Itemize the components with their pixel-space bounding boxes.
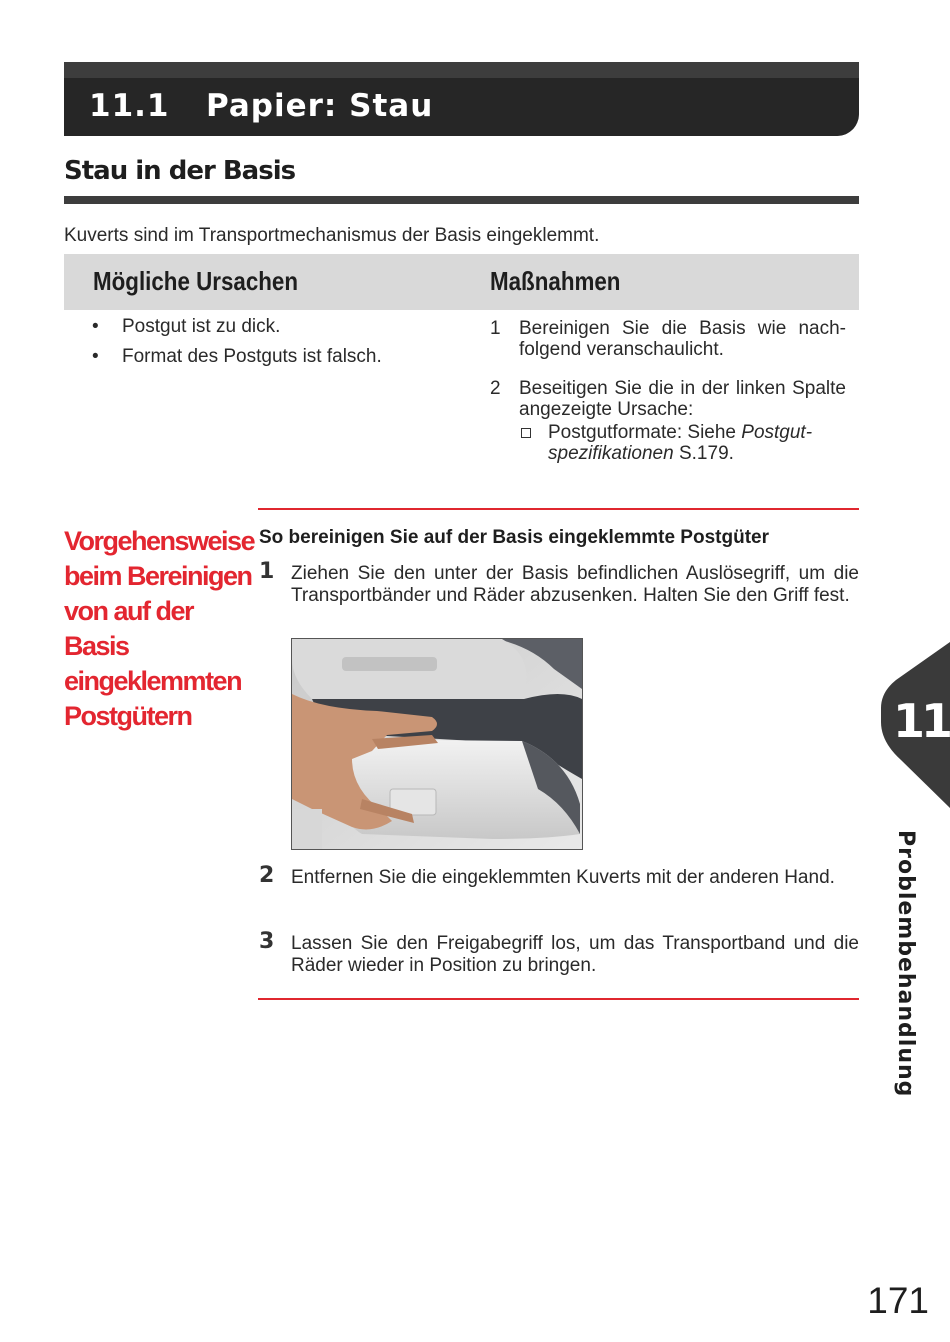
list-item bbox=[490, 318, 846, 360]
photo-base-release-lever bbox=[291, 638, 583, 850]
chapter-number: 11 bbox=[893, 694, 950, 748]
step-text: Ziehen Sie den unter der Basis befindlichen Auslösegriff, um die Transportbänder und Räder abzusenken. Halten Sie den Griff fest. bbox=[291, 563, 859, 606]
causes-column-header: Mögliche Ursachen bbox=[93, 266, 299, 296]
step-number: 1 bbox=[259, 559, 275, 584]
measure-text: Beseitigen Sie die in der linken Spalte angezeigte Ursache: bbox=[519, 378, 846, 420]
sub-item-suffix: S.179. bbox=[673, 443, 734, 464]
section-banner-inner bbox=[64, 78, 859, 136]
step-text: Entfernen Sie die eingeklemmten Kuverts mit der anderen Hand. bbox=[291, 867, 835, 888]
sub-heading-rule bbox=[64, 196, 859, 204]
measure-text: Bereinigen Sie die Basis wie nach-folgend veranschaulicht. bbox=[519, 318, 846, 360]
page-number: 171 bbox=[867, 1280, 929, 1321]
square-bullet-icon bbox=[521, 428, 531, 438]
cross-reference-link[interactable]: Postgut-spezifikationen bbox=[548, 422, 813, 464]
section-banner bbox=[64, 62, 859, 136]
measures-column-header: Maßnahmen bbox=[490, 266, 621, 296]
section-title: Papier: Stau bbox=[206, 88, 434, 124]
sub-list-item bbox=[519, 422, 846, 464]
list-item bbox=[490, 378, 846, 464]
measures-list bbox=[490, 318, 846, 482]
bullet: • bbox=[92, 346, 99, 367]
procedure-step bbox=[259, 559, 859, 607]
divider-top bbox=[258, 508, 859, 510]
divider-bottom bbox=[258, 998, 859, 1000]
list-item bbox=[92, 346, 452, 368]
procedure-side-title: Vorgehensweise beim Bereinigen von auf der Basis eingeklemmten Postgütern bbox=[64, 526, 255, 731]
cause-text: Format des Postguts ist falsch. bbox=[122, 346, 382, 367]
step-number: 3 bbox=[259, 929, 275, 954]
list-item bbox=[92, 316, 452, 338]
cause-text: Postgut ist zu dick. bbox=[122, 316, 281, 337]
intro-text: Kuverts sind im Transportmechanismus der Basis eingeklemmt. bbox=[64, 225, 600, 246]
procedure-step bbox=[259, 929, 859, 977]
sub-heading: Stau in der Basis bbox=[64, 156, 296, 186]
sub-item-prefix: Postgutformate: Siehe bbox=[548, 422, 742, 443]
table-header bbox=[64, 254, 859, 310]
procedure-title: So bereinigen Sie auf der Basis eingeklemmte Postgüter bbox=[259, 527, 769, 548]
section-number: 11.1 bbox=[89, 88, 170, 124]
photo-illustration bbox=[292, 639, 582, 849]
bullet: • bbox=[92, 316, 99, 337]
chapter-label: Problembehandlung bbox=[893, 830, 918, 1098]
step-number: 2 bbox=[259, 863, 275, 888]
step-text: Lassen Sie den Freigabegriff los, um das Transportband und die Räder wieder in Position zu bringen. bbox=[291, 933, 859, 976]
procedure-step bbox=[259, 863, 859, 889]
step-number: 1 bbox=[490, 318, 501, 339]
causes-list bbox=[92, 316, 452, 376]
step-number: 2 bbox=[490, 378, 501, 399]
